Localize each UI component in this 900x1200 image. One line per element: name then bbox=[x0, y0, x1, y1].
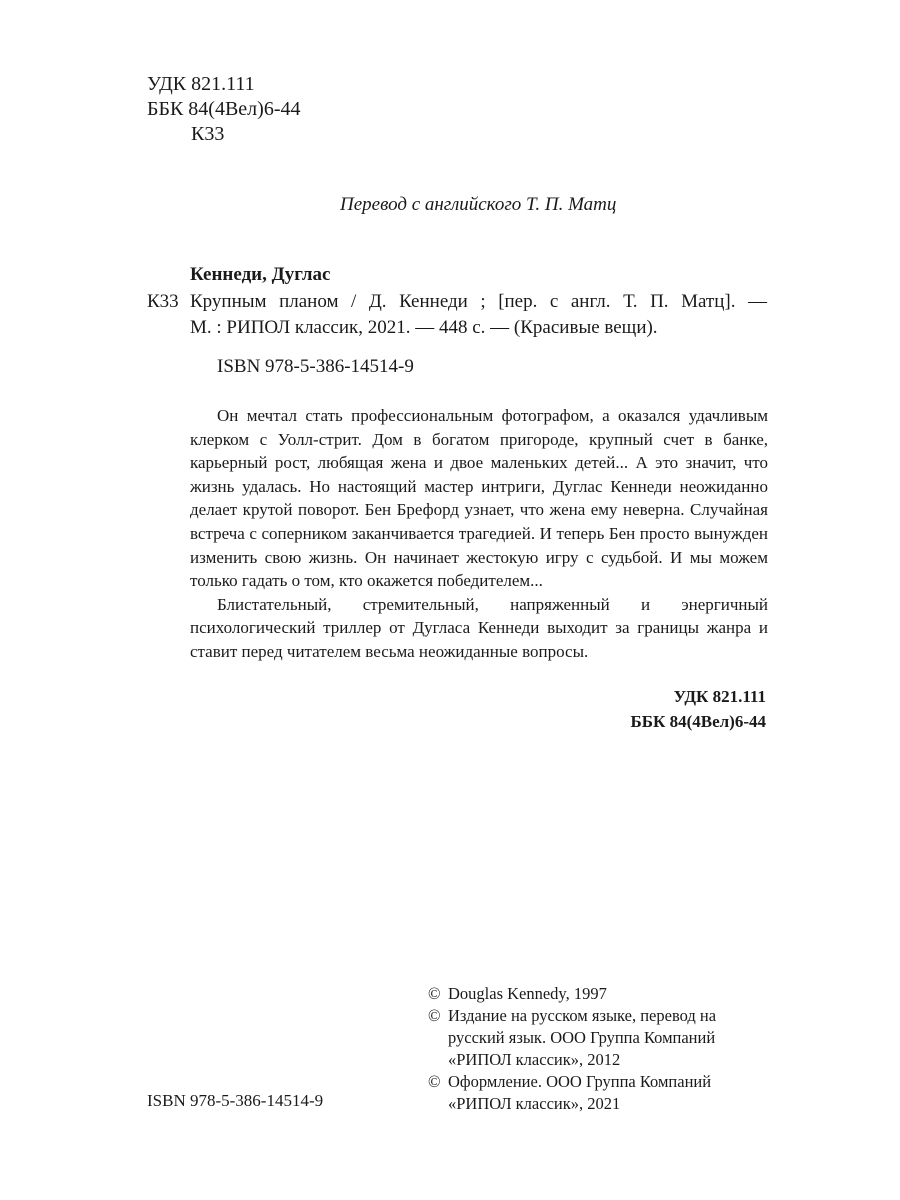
copyright-symbol: © bbox=[428, 984, 441, 1003]
record-line-2: М. : РИПОЛ классик, 2021. — 448 с. — (Красивые вещи). bbox=[190, 317, 658, 338]
record-description bbox=[190, 289, 767, 341]
translation-note: Перевод с английского Т. П. Матц bbox=[340, 194, 617, 215]
bbk-code: ББК 84(4Вел)6-44 bbox=[147, 98, 301, 120]
copyright-entry bbox=[428, 1005, 768, 1071]
record-line-1: Крупным планом / Д. Кеннеди ; [пер. с англ. Т. П. Матц]. — bbox=[190, 291, 767, 312]
copyright-symbol: © bbox=[428, 1072, 441, 1091]
classification-bottom bbox=[631, 684, 766, 734]
record-isbn: ISBN 978-5-386-14514-9 bbox=[217, 356, 414, 377]
classification-top bbox=[147, 72, 301, 147]
copyright-text: Оформление. ООО Группа Компаний «РИПОЛ классик», 2021 bbox=[448, 1072, 712, 1113]
copyright-symbol: © bbox=[428, 1006, 441, 1025]
copyright-entry bbox=[428, 1071, 768, 1115]
udk-code-bottom: УДК 821.111 bbox=[673, 687, 766, 706]
record-author: Кеннеди, Дуглас bbox=[190, 264, 331, 285]
copyright-entry bbox=[428, 983, 768, 1005]
udk-code: УДК 821.111 bbox=[147, 73, 255, 95]
annotation-paragraph-2: Блистательный, стремительный, напряженный и энергичный психологический триллер от Дугласа Кеннеди выходит за границы жанра и ставит перед читателем весьма неожиданные вопросы. bbox=[190, 594, 768, 661]
footer-isbn: ISBN 978-5-386-14514-9 bbox=[147, 1091, 324, 1110]
copyright-block bbox=[428, 983, 768, 1115]
copyright-text: Douglas Kennedy, 1997 bbox=[448, 984, 607, 1003]
record-author-code: К33 bbox=[147, 291, 179, 312]
copyright-text: Издание на русском языке, перевод на русский язык. ООО Группа Компаний «РИПОЛ классик», 2012 bbox=[448, 1006, 717, 1069]
annotation-paragraph-1: Он мечтал стать профессиональным фотографом, а оказался удачливым клерком с Уолл-стрит. Дом в богатом пригороде, крупный счет в банке, карьерный рост, любящая жена и двое маленьких детей... А это значит, что жизнь удалась. Но настоящий мастер интриги, Дуглас Кеннеди неожиданно делает крутой поворот. Бен Брефорд узнает, что жена ему неверна. Случайная встреча с соперником заканчивается трагедией. И теперь Бен просто вынужден изменить свою жизнь. Он начинает жестокую игру с судьбой. И мы можем только гадать о том, кто окажется победителем... bbox=[190, 406, 768, 591]
bbk-code-bottom: ББК 84(4Вел)6-44 bbox=[630, 712, 766, 731]
annotation bbox=[190, 404, 768, 664]
author-mark: К33 bbox=[191, 123, 225, 145]
